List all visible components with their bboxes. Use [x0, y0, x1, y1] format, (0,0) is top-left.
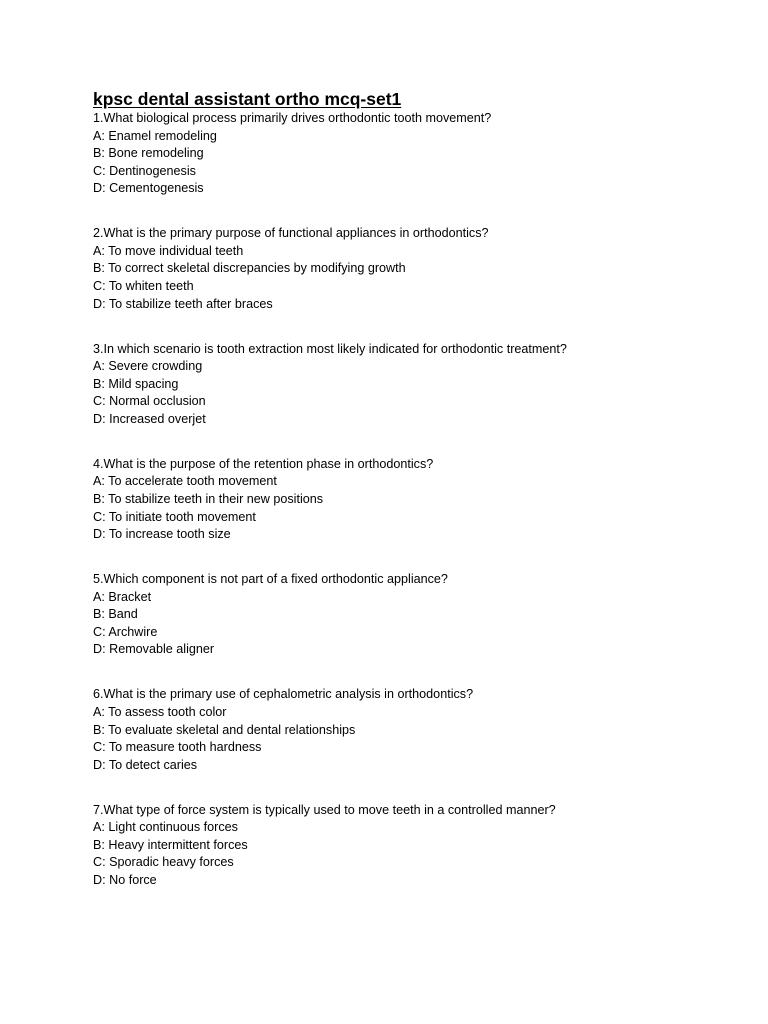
answer-option: A: Enamel remodeling	[93, 128, 217, 143]
document-title: kpsc dental assistant ortho mcq-set1	[93, 89, 402, 109]
question-text: 3.In which scenario is tooth extraction most likely indicated for orthodontic treatment?	[93, 341, 567, 356]
answer-option: A: Bracket	[93, 589, 152, 604]
question-block	[93, 225, 733, 313]
answer-option: C: To initiate tooth movement	[93, 509, 256, 524]
answer-option: D: Removable aligner	[93, 642, 215, 657]
question-spacer	[93, 429, 733, 456]
question-block	[93, 802, 733, 890]
question-list	[93, 110, 733, 890]
answer-option: B: Band	[93, 607, 138, 622]
question-block	[93, 686, 733, 774]
question-block	[93, 571, 733, 659]
answer-option: A: To assess tooth color	[93, 704, 227, 719]
answer-option: D: Cementogenesis	[93, 181, 204, 196]
answer-option: D: Increased overjet	[93, 411, 206, 426]
question-text: 4.What is the purpose of the retention phase in orthodontics?	[93, 456, 434, 471]
question-spacer	[93, 544, 733, 571]
answer-option: C: Sporadic heavy forces	[93, 855, 234, 870]
question-block	[93, 456, 733, 544]
answer-option: D: To increase tooth size	[93, 527, 231, 542]
question-spacer	[93, 198, 733, 225]
question-text: 2.What is the primary purpose of functional appliances in orthodontics?	[93, 226, 489, 241]
question-spacer	[93, 774, 733, 801]
question-block	[93, 110, 733, 198]
answer-option: D: To detect caries	[93, 757, 198, 772]
answer-option: A: Light continuous forces	[93, 820, 238, 835]
question-text: 6.What is the primary use of cephalometric analysis in orthodontics?	[93, 687, 474, 702]
answer-option: C: To measure tooth hardness	[93, 740, 262, 755]
question-spacer	[93, 313, 733, 340]
answer-option: B: Heavy intermittent forces	[93, 837, 248, 852]
answer-option: C: Dentinogenesis	[93, 163, 196, 178]
question-block	[93, 341, 733, 429]
answer-option: D: To stabilize teeth after braces	[93, 296, 273, 311]
document-content	[93, 88, 733, 890]
answer-option: B: To evaluate skeletal and dental relationships	[93, 722, 356, 737]
answer-option: C: Archwire	[93, 624, 158, 639]
answer-option: B: To stabilize teeth in their new positions	[93, 491, 324, 506]
question-spacer	[93, 659, 733, 686]
answer-option: B: To correct skeletal discrepancies by modifying growth	[93, 261, 406, 276]
answer-option: A: To move individual teeth	[93, 243, 244, 258]
question-text: 7.What type of force system is typically used to move teeth in a controlled manner?	[93, 802, 556, 817]
answer-option: A: Severe crowding	[93, 359, 203, 374]
question-text: 1.What biological process primarily drives orthodontic tooth movement?	[93, 111, 492, 125]
answer-option: D: No force	[93, 872, 157, 887]
answer-option: C: To whiten teeth	[93, 279, 194, 294]
answer-option: A: To accelerate tooth movement	[93, 474, 277, 489]
answer-option: B: Bone remodeling	[93, 146, 204, 161]
answer-option: C: Normal occlusion	[93, 394, 206, 409]
question-text: 5.Which component is not part of a fixed orthodontic appliance?	[93, 572, 448, 587]
answer-option: B: Mild spacing	[93, 376, 179, 391]
